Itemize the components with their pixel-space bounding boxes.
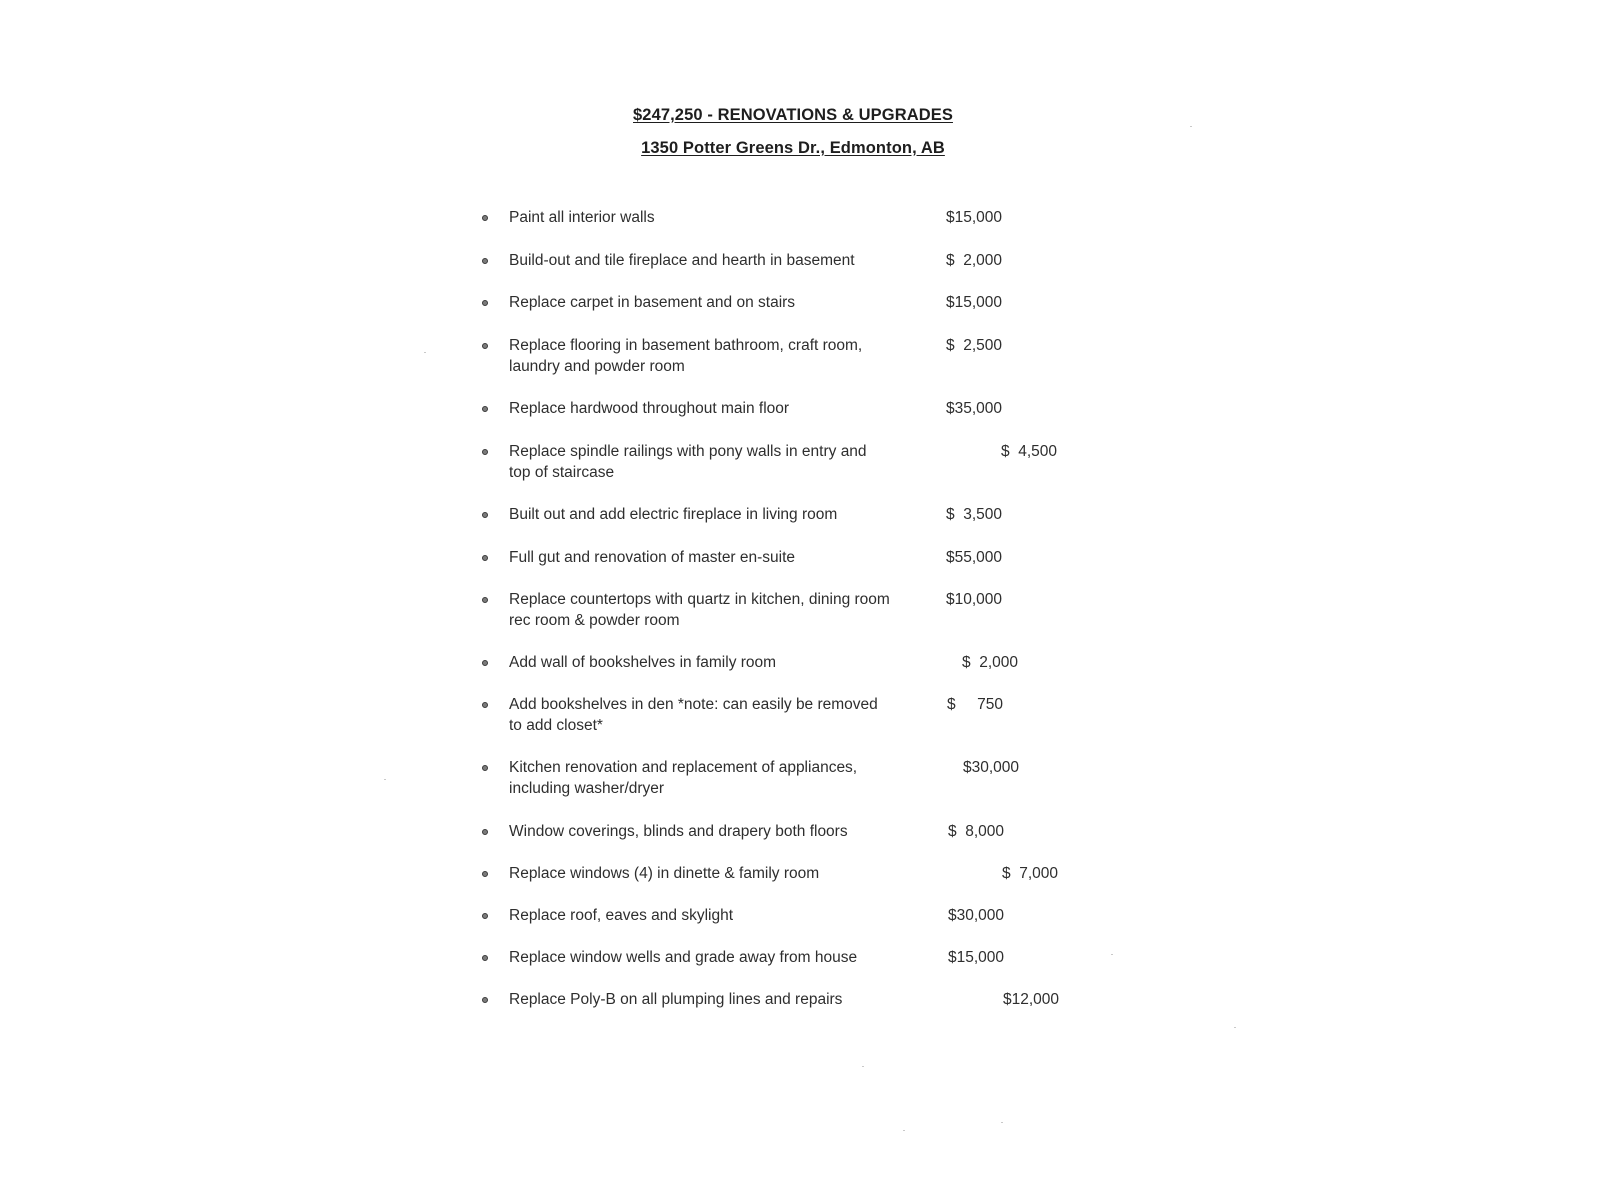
item-amount: $15,000 [946,294,1003,311]
bullet-icon [482,997,488,1003]
scan-speck [1111,954,1113,955]
item-amount: $ 7,000 [1002,865,1059,882]
bullet-icon [482,829,488,835]
property-address: 1350 Potter Greens Dr., Edmonton, AB [641,139,945,157]
bullet-icon [482,300,488,306]
item-amount: $ 4,500 [1001,443,1058,460]
bullet-icon [482,597,488,603]
bullet-icon [482,449,488,455]
item-amount: $ 750 [947,696,1004,713]
bullet-icon [482,215,488,221]
list-item [0,694,1600,754]
item-amount: $ 2,000 [946,252,1003,269]
item-amount: $30,000 [963,759,1020,776]
item-description: Window coverings, blinds and drapery both floors [509,823,848,840]
scan-speck [1190,126,1192,127]
item-description: Replace carpet in basement and on stairs [509,294,796,311]
item-description: Build-out and tile fireplace and hearth in basement [509,252,855,269]
item-amount: $12,000 [1003,991,1060,1008]
bullet-icon [482,258,488,264]
item-description: Add bookshelves in den *note: can easily be removed to add closet* [509,696,878,734]
item-amount: $15,000 [948,949,1005,966]
item-description: Full gut and renovation of master en-suite [509,549,796,566]
item-amount: $30,000 [948,907,1005,924]
document-title: $247,250 - RENOVATIONS & UPGRADES [633,106,953,124]
list-item [0,757,1600,817]
bullet-icon [482,343,488,349]
item-amount: $15,000 [946,209,1003,226]
item-description: Paint all interior walls [509,209,655,226]
item-amount: $10,000 [946,591,1003,608]
bullet-icon [482,406,488,412]
item-description: Replace hardwood throughout main floor [509,400,790,417]
item-amount: $35,000 [946,400,1003,417]
list-item [0,989,1600,1049]
bullet-icon [482,660,488,666]
item-description: Replace flooring in basement bathroom, craft room, laundry and powder room [509,337,863,375]
list-item [0,335,1600,395]
bullet-icon [482,871,488,877]
list-item [0,441,1600,501]
item-amount: $ 8,000 [948,823,1005,840]
item-description: Replace countertops with quartz in kitchen, dining room rec room & powder room [509,591,890,629]
item-description: Replace Poly-B on all plumping lines and repairs [509,991,843,1008]
scan-speck [424,352,426,353]
item-description: Built out and add electric fireplace in living room [509,506,838,523]
item-description: Replace window wells and grade away from house [509,949,858,966]
item-description: Add wall of bookshelves in family room [509,654,777,671]
bullet-icon [482,955,488,961]
scan-speck [384,779,386,780]
bullet-icon [482,512,488,518]
bullet-icon [482,555,488,561]
scan-speck [862,1066,864,1067]
scan-speck [903,1130,905,1131]
item-description: Replace spindle railings with pony walls in entry and top of staircase [509,443,867,481]
item-description: Replace windows (4) in dinette & family room [509,865,820,882]
bullet-icon [482,702,488,708]
item-amount: $55,000 [946,549,1003,566]
scan-speck [1234,1027,1236,1028]
bullet-icon [482,765,488,771]
scan-speck [1001,1122,1003,1123]
bullet-icon [482,913,488,919]
item-amount: $ 2,000 [962,654,1019,671]
item-amount: $ 2,500 [946,337,1003,354]
item-amount: $ 3,500 [946,506,1003,523]
list-item [0,589,1600,649]
item-description: Replace roof, eaves and skylight [509,907,734,924]
item-description: Kitchen renovation and replacement of appliances, including washer/dryer [509,759,858,797]
